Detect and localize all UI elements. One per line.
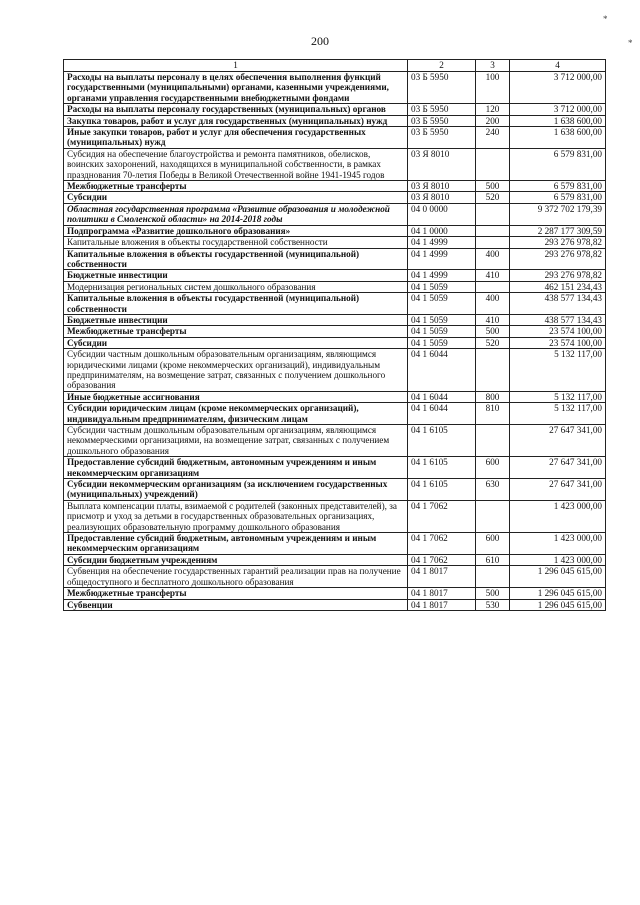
row-expense-type — [476, 225, 510, 236]
row-amount: 9 372 702 179,39 — [510, 203, 606, 225]
row-amount: 1 296 045 615,00 — [510, 599, 606, 610]
row-code: 04 1 5059 — [408, 293, 476, 315]
row-expense-type: 240 — [476, 127, 510, 149]
row-name: Бюджетные инвестиции — [64, 270, 408, 281]
table-row — [64, 337, 606, 348]
row-expense-type: 100 — [476, 72, 510, 104]
row-code: 04 1 4999 — [408, 237, 476, 248]
table-row — [64, 127, 606, 149]
table-row — [64, 425, 606, 457]
row-name: Иные закупки товаров, работ и услуг для обеспечения государственных (муниципальных) нужд — [64, 127, 408, 149]
row-amount: 27 647 341,00 — [510, 479, 606, 501]
row-name: Межбюджетные трансферты — [64, 588, 408, 599]
table-row — [64, 237, 606, 248]
row-code: 04 1 7062 — [408, 533, 476, 555]
table-row — [64, 72, 606, 104]
row-amount: 2 287 177 309,59 — [510, 225, 606, 236]
row-name: Субсидии — [64, 337, 408, 348]
table-row — [64, 326, 606, 337]
row-amount: 3 712 000,00 — [510, 72, 606, 104]
row-expense-type — [476, 281, 510, 292]
row-name: Субвенции — [64, 599, 408, 610]
table-row — [64, 104, 606, 115]
table-row — [64, 403, 606, 425]
row-expense-type — [476, 500, 510, 532]
row-expense-type: 200 — [476, 115, 510, 126]
row-code: 04 1 6105 — [408, 425, 476, 457]
row-amount: 3 712 000,00 — [510, 104, 606, 115]
row-expense-type: 520 — [476, 192, 510, 203]
row-name: Межбюджетные трансферты — [64, 181, 408, 192]
row-expense-type — [476, 203, 510, 225]
table-row — [64, 115, 606, 126]
table-row — [64, 248, 606, 270]
row-amount: 1 296 045 615,00 — [510, 588, 606, 599]
row-expense-type: 600 — [476, 457, 510, 479]
table-row — [64, 533, 606, 555]
row-expense-type: 500 — [476, 326, 510, 337]
row-amount: 1 423 000,00 — [510, 554, 606, 565]
table-row — [64, 588, 606, 599]
row-code: 03 Б 5950 — [408, 127, 476, 149]
row-expense-type — [476, 148, 510, 180]
row-amount: 1 423 000,00 — [510, 533, 606, 555]
table-row — [64, 270, 606, 281]
row-code: 04 1 7062 — [408, 500, 476, 532]
row-expense-type — [476, 566, 510, 588]
table-row — [64, 554, 606, 565]
row-name: Модернизация региональных систем дошкольного образования — [64, 281, 408, 292]
corner-mark: * — [628, 38, 633, 48]
row-name: Субсидии бюджетным учреждениям — [64, 554, 408, 565]
row-code: 04 1 6105 — [408, 457, 476, 479]
row-code: 04 1 5059 — [408, 281, 476, 292]
row-amount: 462 151 234,43 — [510, 281, 606, 292]
row-amount: 27 647 341,00 — [510, 425, 606, 457]
row-code: 04 1 4999 — [408, 270, 476, 281]
table-row — [64, 599, 606, 610]
row-name: Субвенция на обеспечение государственных гарантий реализации прав на получение общедоступного и бесплатного дошкольного образования — [64, 566, 408, 588]
row-expense-type — [476, 425, 510, 457]
row-expense-type: 120 — [476, 104, 510, 115]
row-name: Субсидии юридическим лицам (кроме некоммерческих организаций), индивидуальным предпринимателям, физическим лицам — [64, 403, 408, 425]
row-expense-type: 400 — [476, 293, 510, 315]
row-code: 04 1 8017 — [408, 599, 476, 610]
row-amount: 438 577 134,43 — [510, 293, 606, 315]
row-expense-type: 800 — [476, 391, 510, 402]
table-row — [64, 203, 606, 225]
table-row — [64, 225, 606, 236]
row-name: Выплата компенсации платы, взимаемой с родителей (законных представителей), за присмотр и уход за детьми в государственных образовательных организациях, реализующих образовательную программу дошкольного образования — [64, 500, 408, 532]
row-expense-type — [476, 349, 510, 392]
row-code: 04 1 5059 — [408, 337, 476, 348]
row-name: Предоставление субсидий бюджетным, автономным учреждениям и иным некоммерческим организациям — [64, 533, 408, 555]
row-amount: 438 577 134,43 — [510, 314, 606, 325]
column-header-2: 2 — [408, 60, 476, 72]
row-expense-type: 610 — [476, 554, 510, 565]
row-code: 04 1 7062 — [408, 554, 476, 565]
table-row — [64, 181, 606, 192]
table-row — [64, 500, 606, 532]
row-amount: 5 132 117,00 — [510, 403, 606, 425]
row-amount: 1 638 600,00 — [510, 115, 606, 126]
row-code: 03 Б 5950 — [408, 115, 476, 126]
row-code: 04 1 0000 — [408, 225, 476, 236]
row-expense-type: 500 — [476, 588, 510, 599]
row-amount: 6 579 831,00 — [510, 181, 606, 192]
row-amount: 6 579 831,00 — [510, 148, 606, 180]
row-code: 03 Б 5950 — [408, 72, 476, 104]
row-code: 04 1 8017 — [408, 588, 476, 599]
row-name: Областная государственная программа «Развитие образования и молодежной политики в Смоленской области» на 2014-2018 годы — [64, 203, 408, 225]
row-expense-type: 410 — [476, 314, 510, 325]
row-code: 04 1 5059 — [408, 314, 476, 325]
row-amount: 1 638 600,00 — [510, 127, 606, 149]
row-code: 03 Я 8010 — [408, 181, 476, 192]
row-code: 04 1 8017 — [408, 566, 476, 588]
row-name: Субсидии — [64, 192, 408, 203]
row-code: 04 1 6044 — [408, 391, 476, 402]
row-name: Капитальные вложения в объекты государственной (муниципальной) собственности — [64, 248, 408, 270]
row-code: 04 1 6105 — [408, 479, 476, 501]
row-expense-type: 400 — [476, 248, 510, 270]
row-name: Иные бюджетные ассигнования — [64, 391, 408, 402]
budget-table — [63, 59, 606, 611]
row-expense-type: 810 — [476, 403, 510, 425]
corner-mark: * — [603, 14, 608, 24]
row-amount: 293 276 978,82 — [510, 270, 606, 281]
table-row — [64, 314, 606, 325]
column-header-4: 4 — [510, 60, 606, 72]
row-name: Закупка товаров, работ и услуг для государственных (муниципальных) нужд — [64, 115, 408, 126]
row-code: 03 Я 8010 — [408, 148, 476, 180]
row-code: 04 1 6044 — [408, 403, 476, 425]
row-amount: 1 423 000,00 — [510, 500, 606, 532]
table-row — [64, 457, 606, 479]
row-name: Субсидии частным дошкольным образовательным организациям, являющимся некоммерческими организациями, на возмещение затрат, связанных с получением дошкольного образования — [64, 425, 408, 457]
row-name: Бюджетные инвестиции — [64, 314, 408, 325]
row-amount: 5 132 117,00 — [510, 349, 606, 392]
table-row — [64, 566, 606, 588]
row-amount: 5 132 117,00 — [510, 391, 606, 402]
row-code: 04 1 6044 — [408, 349, 476, 392]
row-amount: 23 574 100,00 — [510, 337, 606, 348]
row-amount: 293 276 978,82 — [510, 237, 606, 248]
row-amount: 1 296 045 615,00 — [510, 566, 606, 588]
row-amount: 6 579 831,00 — [510, 192, 606, 203]
row-expense-type: 500 — [476, 181, 510, 192]
row-name: Межбюджетные трансферты — [64, 326, 408, 337]
row-name: Субсидии частным дошкольным образовательным организациям, являющимся юридическими лицами (кроме некоммерческих организаций), индивидуальным предпринимателям, на возмещение затрат, связанных с получением дошкольного образования — [64, 349, 408, 392]
row-amount: 23 574 100,00 — [510, 326, 606, 337]
table-row — [64, 148, 606, 180]
row-code: 04 1 5059 — [408, 326, 476, 337]
row-expense-type — [476, 237, 510, 248]
table-header-row — [64, 60, 606, 72]
row-name: Расходы на выплаты персоналу в целях обеспечения выполнения функций государственными (муниципальными) органами, казенными учреждениями, органами управления государственными внебюджетными фондами — [64, 72, 408, 104]
row-expense-type: 520 — [476, 337, 510, 348]
table-row — [64, 479, 606, 501]
table-row — [64, 391, 606, 402]
row-name: Предоставление субсидий бюджетным, автономным учреждениям и иным некоммерческим организациям — [64, 457, 408, 479]
row-expense-type: 530 — [476, 599, 510, 610]
row-expense-type: 630 — [476, 479, 510, 501]
row-name: Капитальные вложения в объекты государственной собственности — [64, 237, 408, 248]
column-header-3: 3 — [476, 60, 510, 72]
page-number: 200 — [311, 34, 329, 48]
row-code: 04 1 4999 — [408, 248, 476, 270]
row-expense-type: 410 — [476, 270, 510, 281]
row-name: Подпрограмма «Развитие дошкольного образования» — [64, 225, 408, 236]
table-row — [64, 192, 606, 203]
row-name: Расходы на выплаты персоналу государственных (муниципальных) органов — [64, 104, 408, 115]
row-amount: 27 647 341,00 — [510, 457, 606, 479]
row-name: Капитальные вложения в объекты государственной (муниципальной) собственности — [64, 293, 408, 315]
row-amount: 293 276 978,82 — [510, 248, 606, 270]
table-row — [64, 293, 606, 315]
row-code: 03 Я 8010 — [408, 192, 476, 203]
row-code: 04 0 0000 — [408, 203, 476, 225]
row-name: Субсидии некоммерческим организациям (за исключением государственных (муниципальных) учреждений) — [64, 479, 408, 501]
column-header-1: 1 — [64, 60, 408, 72]
row-expense-type: 600 — [476, 533, 510, 555]
row-name: Субсидия на обеспечение благоустройства и ремонта памятников, обелисков, воинских захоронений, находящихся в муниципальной собственности, в рамках празднования 70-летия Победы в Великой Отечественной войне 1941-1945 годов — [64, 148, 408, 180]
table-row — [64, 281, 606, 292]
row-code: 03 Б 5950 — [408, 104, 476, 115]
table-row — [64, 349, 606, 392]
